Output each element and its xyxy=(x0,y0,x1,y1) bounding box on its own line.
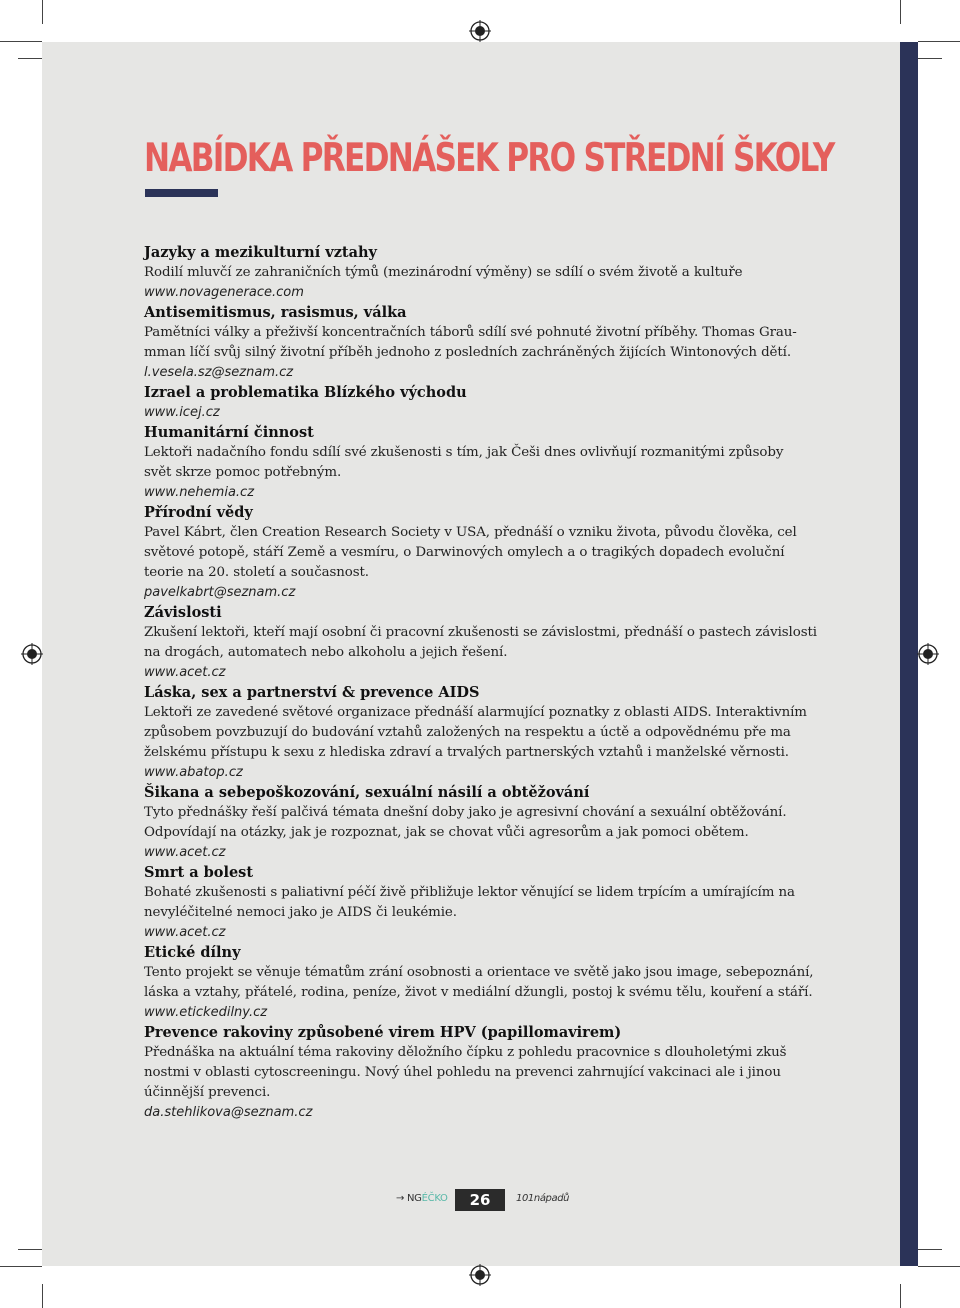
lecture-section xyxy=(144,383,834,423)
section-description-line: Tento projekt se věnuje tématům zrání osobnosti a orientace ve světě jako jsou image, sebepoznání, xyxy=(144,965,814,980)
section-contact-link[interactable]: da.stehlikova@seznam.cz xyxy=(144,1105,313,1120)
registration-mark-icon xyxy=(21,643,43,665)
footer-brand-suffix: ÉČKO xyxy=(421,1193,448,1204)
lecture-section xyxy=(144,423,834,503)
lecture-section xyxy=(144,683,834,783)
lecture-section xyxy=(144,603,834,683)
registration-mark-icon xyxy=(469,1264,491,1286)
crop-mark xyxy=(918,1249,942,1250)
footer-publication: 101nápadů xyxy=(516,1193,570,1204)
section-contact-link[interactable]: www.icej.cz xyxy=(144,405,220,420)
section-heading: Humanitární činnost xyxy=(144,424,314,441)
crop-mark xyxy=(918,58,942,59)
section-contact-link[interactable]: www.acet.cz xyxy=(144,665,226,680)
section-description-line: Bohaté zkušenosti s paliativní péčí živě přibližuje lektor věnující se lidem trpícím a umírajícím na xyxy=(144,885,795,900)
section-description-line: Tyto přednášky řeší palčivá témata dnešní doby jako je agresivní chování a sexuální obtěžování. xyxy=(144,805,787,820)
registration-mark-icon xyxy=(469,20,491,42)
section-contact-link[interactable]: www.abatop.cz xyxy=(144,765,243,780)
section-description-line: na drogách, automatech nebo alkoholu a jejich řešení. xyxy=(144,645,508,660)
section-description-line: účinnější prevenci. xyxy=(144,1085,271,1100)
crop-mark xyxy=(18,58,42,59)
section-description-line: teorie na 20. století a současnost. xyxy=(144,565,369,580)
section-heading: Láska, sex a partnerství & prevence AIDS xyxy=(144,684,480,701)
lecture-section xyxy=(144,943,834,1023)
lecture-section xyxy=(144,863,834,943)
section-heading: Smrt a bolest xyxy=(144,864,254,881)
footer-brand xyxy=(396,1193,448,1204)
section-description-line: láska a vztahy, přátelé, rodina, peníze, život v mediální džungli, postoj k svému tělu, kouření a stáří. xyxy=(144,985,813,1000)
section-contact-link[interactable]: www.acet.cz xyxy=(144,925,226,940)
section-description-line: mman líčí svůj silný životní příběh jednoho z posledních zachráněných žijících Wintonových dětí. xyxy=(144,345,792,360)
section-description-line: Lektoři ze zavedené světové organizace přednáší alarmující poznatky z oblasti AIDS. Interaktivním xyxy=(144,705,807,720)
crop-mark xyxy=(918,41,960,42)
section-heading: Šikana a sebepoškozování, sexuální násilí a obtěžování xyxy=(144,784,590,801)
section-description-line: světové potopě, stáří Země a vesmíru, o Darwinových omylech a o tragikých dopadech evoluční xyxy=(144,545,785,560)
section-heading: Jazyky a mezikulturní vztahy xyxy=(144,244,377,261)
section-description-line: Lektoři nadačního fondu sdílí své zkušenosti s tím, jak Češi dnes ovlivňují rozmanitými způsoby xyxy=(144,445,784,460)
crop-mark xyxy=(18,1249,42,1250)
section-description-line: želskému přístupu k sexu z hlediska zdraví a trvalých partnerských vztahů i manželské věrnosti. xyxy=(144,745,789,760)
crop-mark xyxy=(42,1284,43,1308)
section-heading: Antisemitismus, rasismus, válka xyxy=(144,304,407,321)
crop-mark xyxy=(0,1266,42,1267)
section-description-line: nostmi v oblasti cytoscreeningu. Nový úhel pohledu na prevenci zahrnující vakcinaci ale i jinou xyxy=(144,1065,781,1080)
section-description-line: Rodilí mluvčí ze zahraničních týmů (mezinárodní výměny) se sdílí o svém životě a kultuře xyxy=(144,265,743,280)
lecture-section xyxy=(144,303,834,383)
section-description-line: Odpovídají na otázky, jak je rozpoznat, jak se chovat vůči agresorům a jak pomoci obětem. xyxy=(144,825,749,840)
lecture-list xyxy=(144,243,834,1123)
page-title: NABÍDKA PŘEDNÁŠEK PRO STŘEDNÍ ŠKOLY xyxy=(144,136,834,181)
section-description-line: Zkušení lektoři, kteří mají osobní či pracovní zkušenosti se závislostmi, přednáší o pastech závislosti xyxy=(144,625,817,640)
section-heading: Prevence rakoviny způsobené virem HPV (papillomavirem) xyxy=(144,1024,622,1041)
section-heading: Závislosti xyxy=(144,604,222,621)
crop-mark xyxy=(900,1284,901,1308)
section-contact-link[interactable]: www.acet.cz xyxy=(144,845,226,860)
registration-mark-icon xyxy=(917,643,939,665)
crop-mark xyxy=(0,41,42,42)
lecture-section xyxy=(144,503,834,603)
section-contact-link[interactable]: l.vesela.sz@seznam.cz xyxy=(144,365,294,380)
section-description-line: Pavel Kábrt, člen Creation Research Society v USA, přednáší o vzniku života, původu člověka, cel xyxy=(144,525,797,540)
section-contact-link[interactable]: www.nehemia.cz xyxy=(144,485,255,500)
section-contact-link[interactable]: www.etickedilny.cz xyxy=(144,1005,268,1020)
section-contact-link[interactable]: pavelkabrt@seznam.cz xyxy=(144,585,296,600)
footer-brand-prefix: NG xyxy=(406,1193,422,1204)
section-heading: Izrael a problematika Blízkého východu xyxy=(144,384,467,401)
crop-mark xyxy=(900,0,901,24)
section-contact-link[interactable]: www.novagenerace.com xyxy=(144,285,304,300)
navy-spine-bar xyxy=(900,42,918,1266)
section-description-line: Přednáška na aktuální téma rakoviny děložního čípku z pohledu pracovnice s dlouholetými zkuš xyxy=(144,1045,787,1060)
section-description-line: nevyléčitelné nemoci jako je AIDS či leukémie. xyxy=(144,905,457,920)
section-heading: Přírodní vědy xyxy=(144,504,253,521)
page-number: 26 xyxy=(455,1189,505,1211)
section-description-line: Pamětníci války a přeživší koncentračních táborů sdílí své pohnuté životní příběhy. Thomas Grau- xyxy=(144,325,797,340)
lecture-section xyxy=(144,243,834,303)
lecture-section xyxy=(144,783,834,863)
section-description-line: způsobem povzbuzují do budování vztahů založených na respektu a úctě a odpovědnému pře ma xyxy=(144,725,791,740)
crop-mark xyxy=(42,0,43,24)
crop-mark xyxy=(918,1266,960,1267)
title-underline-bar xyxy=(145,189,218,197)
section-description-line: svět skrze pomoc potřebným. xyxy=(144,465,342,480)
lecture-section xyxy=(144,1023,834,1123)
arrow-right-icon: → xyxy=(396,1193,405,1204)
section-heading: Etické dílny xyxy=(144,944,241,961)
page-footer xyxy=(0,1189,960,1211)
